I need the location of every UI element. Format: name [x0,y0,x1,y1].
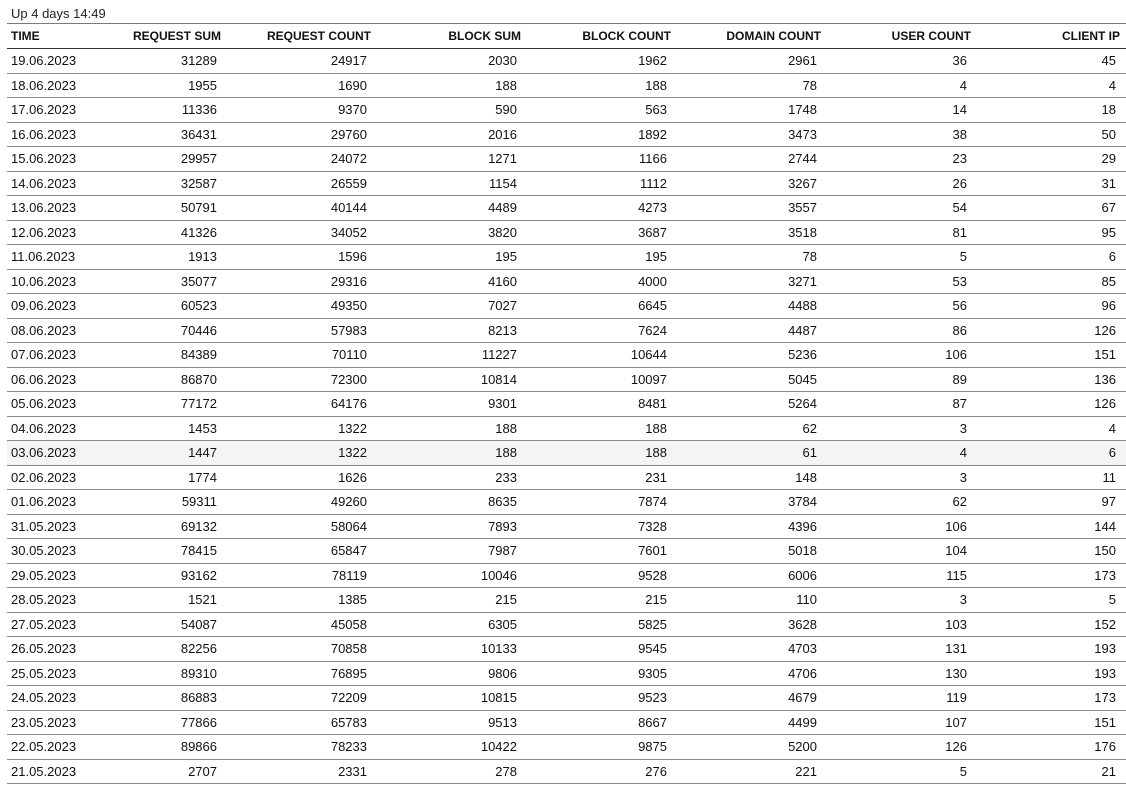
cell-domain-count: 2744 [677,147,827,172]
cell-block-sum: 9806 [377,661,527,686]
cell-domain-count: 110 [677,588,827,613]
table-row [7,563,1126,588]
cell-client-ip: 176 [977,735,1126,760]
column-header-client-ip: CLIENT IP [977,24,1126,49]
cell-block-count: 5825 [527,612,677,637]
cell-request-sum: 31289 [117,49,227,74]
cell-domain-count: 78 [677,245,827,270]
cell-domain-count: 4487 [677,318,827,343]
cell-block-count: 188 [527,441,677,466]
cell-block-count: 7874 [527,490,677,515]
cell-domain-count: 5200 [677,735,827,760]
cell-domain-count: 3784 [677,490,827,515]
cell-user-count: 3 [827,465,977,490]
cell-user-count: 87 [827,392,977,417]
cell-domain-count: 78 [677,73,827,98]
cell-time: 30.05.2023 [7,539,117,564]
cell-request-sum: 60523 [117,294,227,319]
table-row [7,514,1126,539]
cell-time: 27.05.2023 [7,612,117,637]
cell-time: 08.06.2023 [7,318,117,343]
cell-time: 01.06.2023 [7,490,117,515]
table-row [7,343,1126,368]
cell-client-ip: 126 [977,392,1126,417]
cell-request-count: 40144 [227,196,377,221]
column-header-domain-count: DOMAIN COUNT [677,24,827,49]
cell-block-count: 1892 [527,122,677,147]
cell-client-ip: 21 [977,759,1126,784]
cell-block-count: 7601 [527,539,677,564]
column-header-block-sum: BLOCK SUM [377,24,527,49]
cell-user-count: 119 [827,686,977,711]
cell-client-ip: 126 [977,318,1126,343]
cell-domain-count: 4396 [677,514,827,539]
cell-request-count: 49260 [227,490,377,515]
cell-time: 04.06.2023 [7,416,117,441]
cell-request-count: 64176 [227,392,377,417]
cell-client-ip: 173 [977,686,1126,711]
cell-user-count: 107 [827,710,977,735]
stats-panel [7,0,1126,784]
cell-request-sum: 1453 [117,416,227,441]
cell-time: 09.06.2023 [7,294,117,319]
cell-client-ip: 18 [977,98,1126,123]
cell-request-sum: 1774 [117,465,227,490]
cell-request-count: 70110 [227,343,377,368]
table-row [7,171,1126,196]
cell-request-sum: 70446 [117,318,227,343]
table-header [7,24,1126,49]
cell-block-sum: 7987 [377,539,527,564]
cell-time: 17.06.2023 [7,98,117,123]
cell-request-count: 78119 [227,563,377,588]
cell-block-sum: 1271 [377,147,527,172]
cell-domain-count: 6006 [677,563,827,588]
cell-domain-count: 4499 [677,710,827,735]
cell-request-count: 1322 [227,441,377,466]
cell-client-ip: 144 [977,514,1126,539]
cell-time: 29.05.2023 [7,563,117,588]
cell-request-sum: 29957 [117,147,227,172]
cell-block-count: 8667 [527,710,677,735]
cell-request-count: 24917 [227,49,377,74]
cell-block-sum: 8635 [377,490,527,515]
cell-domain-count: 148 [677,465,827,490]
cell-client-ip: 31 [977,171,1126,196]
cell-time: 21.05.2023 [7,759,117,784]
cell-client-ip: 4 [977,416,1126,441]
cell-request-sum: 32587 [117,171,227,196]
uptime-label: Up 4 days 14:49 [11,6,106,21]
cell-time: 11.06.2023 [7,245,117,270]
cell-block-sum: 10046 [377,563,527,588]
cell-block-count: 6645 [527,294,677,319]
table-row [7,73,1126,98]
cell-block-count: 1166 [527,147,677,172]
cell-time: 03.06.2023 [7,441,117,466]
cell-request-sum: 86870 [117,367,227,392]
cell-block-sum: 7893 [377,514,527,539]
cell-time: 05.06.2023 [7,392,117,417]
cell-block-count: 563 [527,98,677,123]
cell-request-count: 65847 [227,539,377,564]
cell-user-count: 54 [827,196,977,221]
cell-block-sum: 590 [377,98,527,123]
table-row [7,465,1126,490]
cell-domain-count: 4679 [677,686,827,711]
column-header-block-count: BLOCK COUNT [527,24,677,49]
cell-request-count: 45058 [227,612,377,637]
cell-request-sum: 69132 [117,514,227,539]
cell-block-sum: 7027 [377,294,527,319]
cell-request-sum: 1913 [117,245,227,270]
cell-time: 16.06.2023 [7,122,117,147]
cell-request-sum: 77866 [117,710,227,735]
cell-request-count: 1690 [227,73,377,98]
cell-request-count: 1596 [227,245,377,270]
cell-block-count: 9305 [527,661,677,686]
cell-request-sum: 1955 [117,73,227,98]
cell-client-ip: 193 [977,661,1126,686]
cell-block-sum: 9513 [377,710,527,735]
table-row [7,612,1126,637]
cell-user-count: 53 [827,269,977,294]
cell-request-sum: 2707 [117,759,227,784]
cell-time: 07.06.2023 [7,343,117,368]
cell-domain-count: 3518 [677,220,827,245]
cell-user-count: 131 [827,637,977,662]
cell-block-count: 1962 [527,49,677,74]
cell-user-count: 104 [827,539,977,564]
cell-user-count: 5 [827,759,977,784]
cell-user-count: 23 [827,147,977,172]
cell-domain-count: 3557 [677,196,827,221]
cell-time: 26.05.2023 [7,637,117,662]
cell-request-sum: 86883 [117,686,227,711]
table-row [7,245,1126,270]
cell-domain-count: 5018 [677,539,827,564]
cell-request-count: 26559 [227,171,377,196]
cell-client-ip: 67 [977,196,1126,221]
cell-request-count: 1385 [227,588,377,613]
table-row [7,269,1126,294]
cell-client-ip: 29 [977,147,1126,172]
cell-user-count: 103 [827,612,977,637]
cell-domain-count: 2961 [677,49,827,74]
cell-domain-count: 4706 [677,661,827,686]
cell-time: 12.06.2023 [7,220,117,245]
cell-client-ip: 95 [977,220,1126,245]
cell-block-sum: 188 [377,416,527,441]
cell-domain-count: 4488 [677,294,827,319]
cell-user-count: 81 [827,220,977,245]
cell-block-sum: 10133 [377,637,527,662]
table-row [7,686,1126,711]
cell-request-count: 24072 [227,147,377,172]
cell-time: 18.06.2023 [7,73,117,98]
daily-stats-table [7,23,1126,784]
cell-request-count: 72209 [227,686,377,711]
cell-request-count: 58064 [227,514,377,539]
cell-user-count: 3 [827,416,977,441]
cell-user-count: 36 [827,49,977,74]
cell-time: 02.06.2023 [7,465,117,490]
cell-block-sum: 10814 [377,367,527,392]
cell-client-ip: 11 [977,465,1126,490]
cell-user-count: 115 [827,563,977,588]
cell-block-sum: 9301 [377,392,527,417]
table-row [7,49,1126,74]
cell-request-count: 34052 [227,220,377,245]
cell-block-count: 10097 [527,367,677,392]
cell-block-count: 3687 [527,220,677,245]
cell-block-sum: 8213 [377,318,527,343]
cell-client-ip: 45 [977,49,1126,74]
header-row [7,24,1126,49]
table-row [7,661,1126,686]
table-row [7,147,1126,172]
cell-block-sum: 10422 [377,735,527,760]
cell-request-sum: 84389 [117,343,227,368]
cell-client-ip: 97 [977,490,1126,515]
cell-block-sum: 4160 [377,269,527,294]
cell-domain-count: 62 [677,416,827,441]
cell-request-sum: 59311 [117,490,227,515]
cell-user-count: 106 [827,343,977,368]
cell-request-count: 57983 [227,318,377,343]
cell-time: 31.05.2023 [7,514,117,539]
cell-request-sum: 78415 [117,539,227,564]
cell-block-count: 9875 [527,735,677,760]
table-row [7,416,1126,441]
cell-user-count: 3 [827,588,977,613]
cell-block-sum: 4489 [377,196,527,221]
cell-request-sum: 11336 [117,98,227,123]
cell-client-ip: 4 [977,73,1126,98]
table-row [7,294,1126,319]
cell-request-count: 76895 [227,661,377,686]
cell-block-sum: 215 [377,588,527,613]
cell-block-count: 195 [527,245,677,270]
table-row [7,441,1126,466]
cell-time: 22.05.2023 [7,735,117,760]
cell-client-ip: 96 [977,294,1126,319]
table-row [7,710,1126,735]
column-header-request-sum: REQUEST SUM [117,24,227,49]
cell-client-ip: 152 [977,612,1126,637]
cell-time: 23.05.2023 [7,710,117,735]
cell-request-count: 72300 [227,367,377,392]
cell-client-ip: 193 [977,637,1126,662]
cell-user-count: 4 [827,441,977,466]
cell-domain-count: 5045 [677,367,827,392]
cell-client-ip: 85 [977,269,1126,294]
cell-client-ip: 173 [977,563,1126,588]
cell-time: 13.06.2023 [7,196,117,221]
cell-domain-count: 3271 [677,269,827,294]
table-row [7,637,1126,662]
cell-block-sum: 10815 [377,686,527,711]
cell-client-ip: 151 [977,343,1126,368]
cell-block-sum: 188 [377,441,527,466]
cell-domain-count: 3267 [677,171,827,196]
table-row [7,759,1126,784]
cell-block-sum: 2030 [377,49,527,74]
column-header-time: TIME [7,24,117,49]
cell-domain-count: 3628 [677,612,827,637]
cell-block-count: 4000 [527,269,677,294]
cell-user-count: 89 [827,367,977,392]
cell-time: 25.05.2023 [7,661,117,686]
cell-request-sum: 89310 [117,661,227,686]
table-row [7,539,1126,564]
cell-time: 15.06.2023 [7,147,117,172]
cell-request-sum: 35077 [117,269,227,294]
cell-client-ip: 151 [977,710,1126,735]
cell-client-ip: 50 [977,122,1126,147]
cell-user-count: 38 [827,122,977,147]
cell-time: 06.06.2023 [7,367,117,392]
cell-block-sum: 195 [377,245,527,270]
cell-block-sum: 278 [377,759,527,784]
cell-user-count: 26 [827,171,977,196]
cell-request-count: 2331 [227,759,377,784]
cell-request-sum: 54087 [117,612,227,637]
cell-user-count: 86 [827,318,977,343]
cell-request-sum: 1521 [117,588,227,613]
cell-request-count: 70858 [227,637,377,662]
cell-time: 14.06.2023 [7,171,117,196]
cell-domain-count: 4703 [677,637,827,662]
cell-block-count: 7328 [527,514,677,539]
cell-domain-count: 5264 [677,392,827,417]
cell-request-sum: 77172 [117,392,227,417]
cell-block-sum: 2016 [377,122,527,147]
table-row [7,196,1126,221]
cell-domain-count: 5236 [677,343,827,368]
cell-user-count: 56 [827,294,977,319]
cell-block-count: 276 [527,759,677,784]
cell-block-count: 9523 [527,686,677,711]
table-row [7,367,1126,392]
cell-block-count: 188 [527,416,677,441]
cell-block-count: 1112 [527,171,677,196]
cell-request-sum: 93162 [117,563,227,588]
table-row [7,735,1126,760]
column-header-request-count: REQUEST COUNT [227,24,377,49]
cell-block-count: 9528 [527,563,677,588]
cell-request-sum: 1447 [117,441,227,466]
cell-user-count: 4 [827,73,977,98]
cell-request-count: 49350 [227,294,377,319]
cell-request-count: 65783 [227,710,377,735]
cell-time: 10.06.2023 [7,269,117,294]
cell-block-sum: 3820 [377,220,527,245]
cell-request-sum: 36431 [117,122,227,147]
cell-request-count: 29316 [227,269,377,294]
table-row [7,490,1126,515]
cell-block-count: 9545 [527,637,677,662]
cell-time: 24.05.2023 [7,686,117,711]
cell-domain-count: 1748 [677,98,827,123]
cell-request-count: 9370 [227,98,377,123]
cell-block-count: 188 [527,73,677,98]
table-row [7,220,1126,245]
cell-client-ip: 150 [977,539,1126,564]
cell-request-count: 29760 [227,122,377,147]
cell-user-count: 106 [827,514,977,539]
cell-request-sum: 50791 [117,196,227,221]
cell-block-count: 7624 [527,318,677,343]
cell-time: 19.06.2023 [7,49,117,74]
cell-block-count: 8481 [527,392,677,417]
cell-block-sum: 1154 [377,171,527,196]
cell-request-sum: 89866 [117,735,227,760]
table-row [7,122,1126,147]
cell-user-count: 14 [827,98,977,123]
cell-block-count: 4273 [527,196,677,221]
table-row [7,318,1126,343]
cell-block-sum: 188 [377,73,527,98]
cell-user-count: 126 [827,735,977,760]
cell-request-count: 1626 [227,465,377,490]
cell-user-count: 5 [827,245,977,270]
cell-client-ip: 136 [977,367,1126,392]
cell-domain-count: 221 [677,759,827,784]
cell-request-count: 1322 [227,416,377,441]
cell-domain-count: 3473 [677,122,827,147]
cell-client-ip: 6 [977,245,1126,270]
table-row [7,98,1126,123]
cell-client-ip: 5 [977,588,1126,613]
cell-domain-count: 61 [677,441,827,466]
cell-block-count: 10644 [527,343,677,368]
table-row [7,392,1126,417]
cell-block-count: 215 [527,588,677,613]
cell-block-count: 231 [527,465,677,490]
cell-client-ip: 6 [977,441,1126,466]
column-header-user-count: USER COUNT [827,24,977,49]
cell-request-sum: 41326 [117,220,227,245]
table-row [7,588,1126,613]
table-body [7,49,1126,784]
cell-block-sum: 233 [377,465,527,490]
cell-user-count: 62 [827,490,977,515]
cell-request-count: 78233 [227,735,377,760]
cell-user-count: 130 [827,661,977,686]
cell-block-sum: 11227 [377,343,527,368]
cell-request-sum: 82256 [117,637,227,662]
cell-block-sum: 6305 [377,612,527,637]
cell-time: 28.05.2023 [7,588,117,613]
